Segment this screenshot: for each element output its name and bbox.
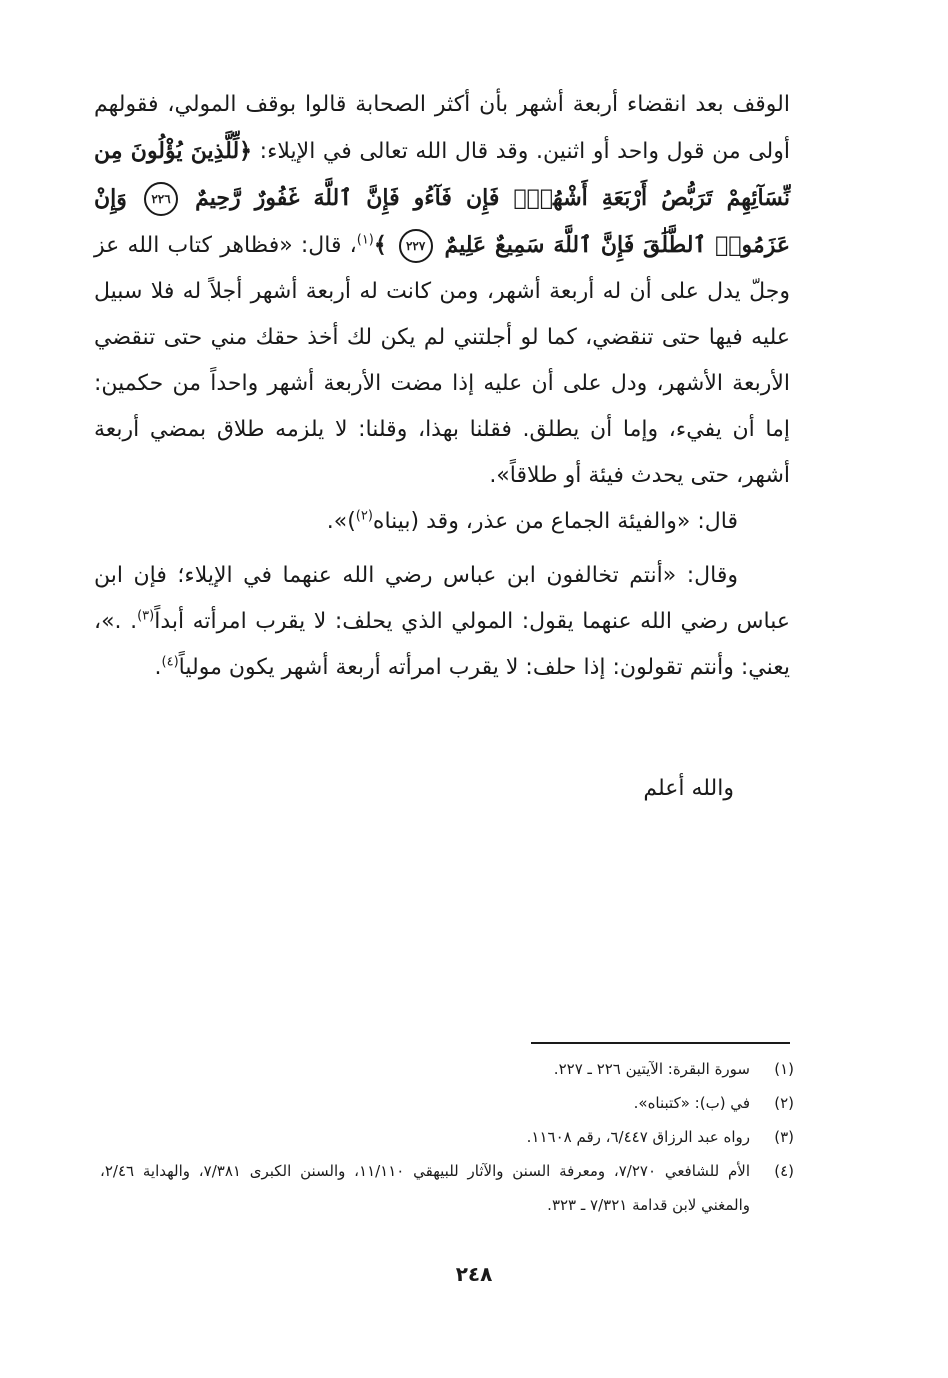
paragraph-1-continuation: ، قال: «فظاهر كتاب الله عز وجلّ يدل على أن له أربعة أشهر، ومن كانت له أربعة أشهر أجلاً له فلا سبيل عليه فيها حتى تنقضي، كما لو أجلتني لم يكن لك أخذ حقك مني حتى تنقضي الأربعة الأشهر، ودل على أن عليه إذا مضت الأربعة أشهر واحداً من حكمين: إما أن يفيء، وإما أن يطلق. فقلنا بهذا، وقلنا: لا يلزمه طلاق بمضي أربعة أشهر، حتى يحدث فيئة أو طلاقاً». (94, 233, 790, 488)
closing-phrase: والله أعلم (643, 776, 734, 801)
footnote-ref-3: (٣) (137, 608, 155, 624)
footnote-number: (٢) (774, 1094, 794, 1112)
footnote-divider (531, 1042, 790, 1044)
footnote-number: (٤) (774, 1162, 794, 1180)
footnote-3 (100, 1120, 794, 1154)
ayah-number-227-icon: ٢٢٧ (399, 229, 433, 263)
footnote-ref-1: (١) (356, 232, 374, 248)
footnote-ref-4: (٤) (161, 654, 179, 670)
page-number: ٢٤٨ (455, 1262, 493, 1286)
paragraph-2 (94, 499, 790, 545)
paragraph-1 (94, 82, 790, 499)
paragraph-3-text-a: وقال: «أنتم تخالفون ابن عباس رضي الله عنهما في الإيلاء؛ فإن ابن عباس رضي الله عنهما يقول: المولي الذي يحلف: لا يقرب امرأته أبداً (94, 563, 790, 634)
footnote-ref-2: (٢) (355, 508, 373, 524)
footnote-1 (100, 1052, 794, 1086)
paragraph-2-text-b: )». (326, 509, 356, 534)
footnote-4 (100, 1154, 794, 1222)
paragraph-3 (94, 553, 790, 691)
footnote-text: رواه عبد الرزاق ٦/٤٤٧، رقم ١١٦٠٨. (526, 1128, 750, 1146)
paragraph-1-text: الوقف بعد انقضاء أربعة أشهر بأن أكثر الصحابة قالوا بوقف المولي، فقولهم أولى من قول واحد أو اثنين. وقد قال الله تعالى في الإيلاء: (94, 92, 790, 164)
footnote-text: الأم للشافعي ٧/٢٧٠، ومعرفة السنن والآثار للبيهقي ١١/١١٠، والسنن الكبرى ٧/٣٨١، والهداية ٢/٤٦، والمغني لابن قدامة ٧/٣٢١ ـ ٣٢٣. (100, 1162, 751, 1214)
footnote-2 (100, 1086, 794, 1120)
footnote-text: في (ب): «كتبناه». (633, 1094, 750, 1112)
quran-open-bracket: ﴿ (239, 138, 253, 164)
footnotes-section (100, 1052, 794, 1222)
quran-verse-227: وَإِنْ عَزَمُوا۟ ٱلطَّلَٰقَ فَإِنَّ ٱللَّهَ سَمِيعٌ عَلِيمٌ (94, 185, 790, 258)
main-text (94, 82, 790, 691)
quran-verse-226: لِّلَّذِينَ يُؤْلُونَ مِن نِّسَآئِهِمْ تَرَبُّصُ أَرْبَعَةِ أَشْهُرٍۖ فَإِن فَآءُو فَإِنَّ ٱللَّهَ غَفُورٌ رَّحِيمٌ (94, 138, 790, 211)
footnote-text: سورة البقرة: الآيتين ٢٢٦ ـ ٢٢٧. (553, 1060, 750, 1078)
ayah-number-226-icon: ٢٢٦ (144, 182, 178, 216)
paragraph-3-text-c: . (154, 655, 162, 680)
footnote-number: (١) (774, 1060, 794, 1078)
paragraph-3-text-b: . .»، يعني: وأنتم تقولون: إذا حلف: لا يقرب امرأته أربعة أشهر يكون مولياً (94, 609, 790, 680)
quran-close-bracket: ﴾ (373, 232, 387, 258)
paragraph-2-text-a: قال: «والفيئة الجماع من عذر، وقد (بيناه (372, 509, 738, 534)
footnote-number: (٣) (774, 1128, 794, 1146)
